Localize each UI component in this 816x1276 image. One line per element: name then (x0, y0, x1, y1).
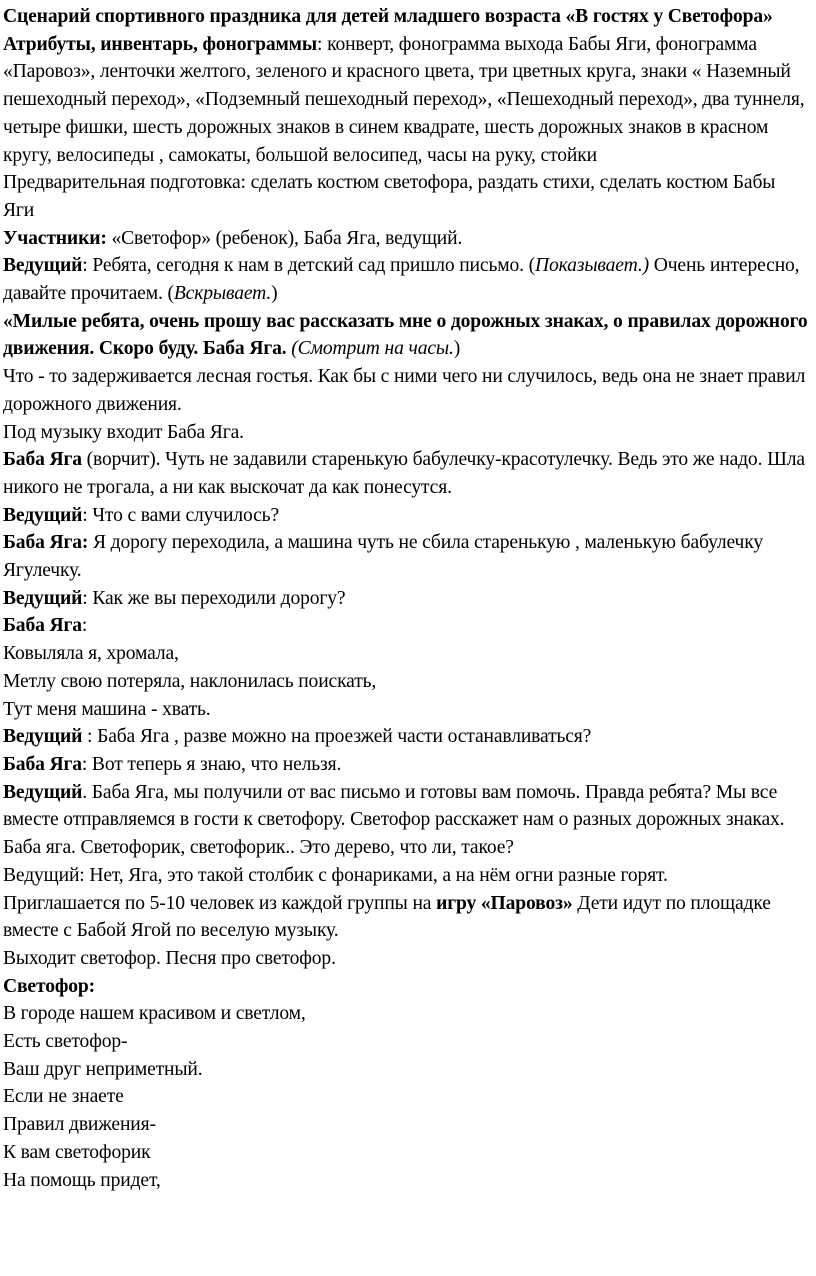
speaker-yaga: Баба Яга (3, 753, 82, 775)
attributes-label: Атрибуты, инвентарь, фонограммы (3, 33, 318, 55)
speaker-host: Ведущий (3, 504, 83, 526)
letter-stage-direction: (Смотрит на часы. (286, 338, 454, 360)
speaker-yaga: Баба Яга (3, 449, 82, 471)
preparation-paragraph: Предварительная подготовка: сделать костюм светофора, раздать стихи, сделать костюм Бабы Яги (3, 172, 776, 221)
host-line-1: Ведущий: Ребята, сегодня к нам в детский сад пришло письмо. (Показывает.) Очень интересно, давайте прочитаем. (Вскрывает.) (3, 255, 800, 305)
narration-2: Под музыку входит Баба Яга. (3, 421, 244, 443)
poem-line: Ковыляла я, хромала, (3, 643, 179, 665)
host-line-6: Ведущий: Нет, Яга, это такой столбик с фонариками, а на нём огни разные горят. (3, 864, 668, 886)
host-line-4: Ведущий : Баба Яга , разве можно на проезжей части останавливаться? (3, 726, 592, 748)
speaker-host: Ведущий (3, 781, 83, 803)
poem-line: К вам светофорик (3, 1141, 151, 1163)
game-name: игру «Паровоз» (436, 892, 573, 914)
poem-line: Правил движения- (3, 1114, 156, 1136)
poem-line: В городе нашем красивом и светлом, (3, 1003, 306, 1025)
letter-paragraph: «Милые ребята, очень прошу вас рассказать мне о дорожных знаках, о правилах дорожного движения. Скоро буду. Баба Яга. (Смотрит на часы.) (3, 310, 808, 360)
speaker-yaga: Баба Яга: (3, 532, 89, 554)
speaker-host: Ведущий (3, 255, 83, 277)
poem-line: Если не знаете (3, 1086, 124, 1108)
participants-paragraph (3, 225, 808, 253)
yaga-line-1: Баба Яга (ворчит). Чуть не задавили старенькую бабулечку-красотулечку. Ведь это же надо. Шла никого не трогала, а ни как выскочат да как понесутся. (3, 449, 805, 498)
svetofor-label: Светофор: (3, 975, 96, 997)
participants-label: Участники: (3, 227, 107, 249)
speaker-yaga: Баба Яга (3, 615, 82, 637)
letter-text: «Милые ребята, очень прошу вас рассказать мне о дорожных знаках, о правилах дорожного движения. Скоро буду. Баба Яга. (3, 310, 808, 360)
speaker-host: Ведущий (3, 587, 83, 609)
host-line-5: Ведущий. Баба Яга, мы получили от вас письмо и готовы вам помочь. Правда ребята? Мы все вместе отправляемся в гости к светофору. Светофор расскажет нам о разных дорожных знаках. (3, 781, 785, 831)
poem-line: Есть светофор- (3, 1031, 128, 1053)
speaker-host: Ведущий (3, 726, 83, 748)
invite-paragraph: Приглашается по 5-10 человек из каждой группы на игру «Паровоз» Дети идут по площадке вместе с Бабой Ягой по веселую музыку. (3, 892, 771, 942)
attributes-paragraph (3, 31, 808, 170)
yaga-line-4: Баба Яга: Вот теперь я знаю, что нельзя. (3, 753, 342, 775)
doc-title: Сценарий спортивного праздника для детей младшего возраста «В гостях у Светофора» (3, 6, 773, 27)
narration-1: Что - то задерживается лесная гостья. Как бы с ними чего ни случилось, ведь она не знает правил дорожного движения. (3, 366, 806, 415)
yaga-line-3: Баба Яга: (3, 615, 88, 637)
poem-line: Метлу свою потеряла, наклонилась поискать, (3, 670, 377, 692)
attributes-text: : конверт, фонограмма выхода Бабы Яги, фонограмма «Паровоз», ленточки желтого, зеленого и красного цвета, три цветных круга, знаки « Наземный пешеходный переход», «Подземный пешеходный переход», «Пешеходный переход», два туннеля, четыре фишки, шесть дорожных знаков в синем квадрате, шесть дорожных знаков в красном кругу, велосипеды , самокаты, большой велосипед, часы на руку, стойки (3, 33, 805, 166)
host-line-3: Ведущий: Как же вы переходили дорогу? (3, 587, 346, 609)
poem-line: Ваш друг неприметный. (3, 1058, 203, 1080)
participants-text: «Светофор» (ребенок), Баба Яга, ведущий. (106, 227, 463, 249)
poem-line: Тут меня машина - хвать. (3, 698, 211, 720)
yaga-line-2: Баба Яга: Я дорогу переходила, а машина чуть не сбила старенькую , маленькую бабулечку Ягулечку. (3, 532, 763, 582)
host-line-2: Ведущий: Что с вами случилось? (3, 504, 279, 526)
yaga-line-5: Баба яга. Светофорик, светофорик.. Это дерево, что ли, такое? (3, 837, 514, 859)
poem-line: На помощь придет, (3, 1169, 161, 1191)
exit-line: Выходит светофор. Песня про светофор. (3, 947, 336, 969)
